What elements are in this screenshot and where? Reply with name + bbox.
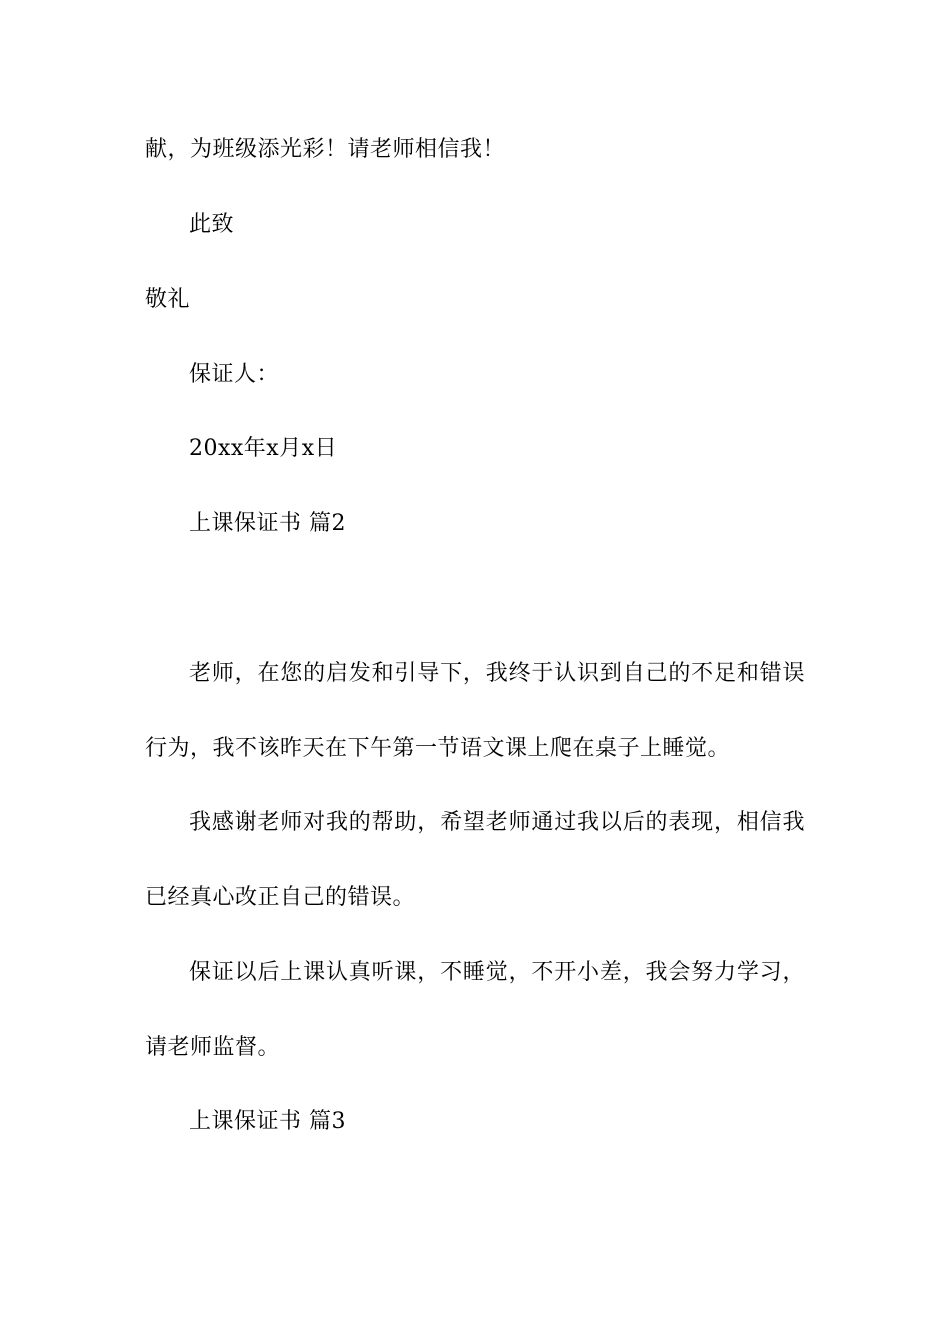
- closing-salutation: 此致: [189, 212, 235, 237]
- section-heading: 上课保证书 篇3: [189, 1109, 346, 1134]
- paragraph-line: 献，为班级添光彩！请老师相信我！: [145, 137, 506, 162]
- paragraph-line: 保证以后上课认真听课，不睡觉，不开小差，我会努力学习，: [189, 960, 805, 985]
- paragraph-line: 行为，我不该昨天在下午第一节语文课上爬在桌子上睡觉。: [145, 736, 731, 761]
- date-line: 20xx年x月x日: [189, 436, 338, 461]
- guarantor-label: 保证人：: [189, 362, 280, 387]
- paragraph-line: 老师，在您的启发和引导下，我终于认识到自己的不足和错误: [189, 661, 805, 686]
- paragraph-line: 我感谢老师对我的帮助，希望老师通过我以后的表现，相信我: [189, 810, 805, 835]
- section-heading: 上课保证书 篇2: [189, 511, 346, 536]
- closing-respect: 敬礼: [145, 287, 191, 312]
- paragraph-line: 请老师监督。: [145, 1035, 281, 1060]
- paragraph-line: 已经真心改正自己的错误。: [145, 885, 416, 910]
